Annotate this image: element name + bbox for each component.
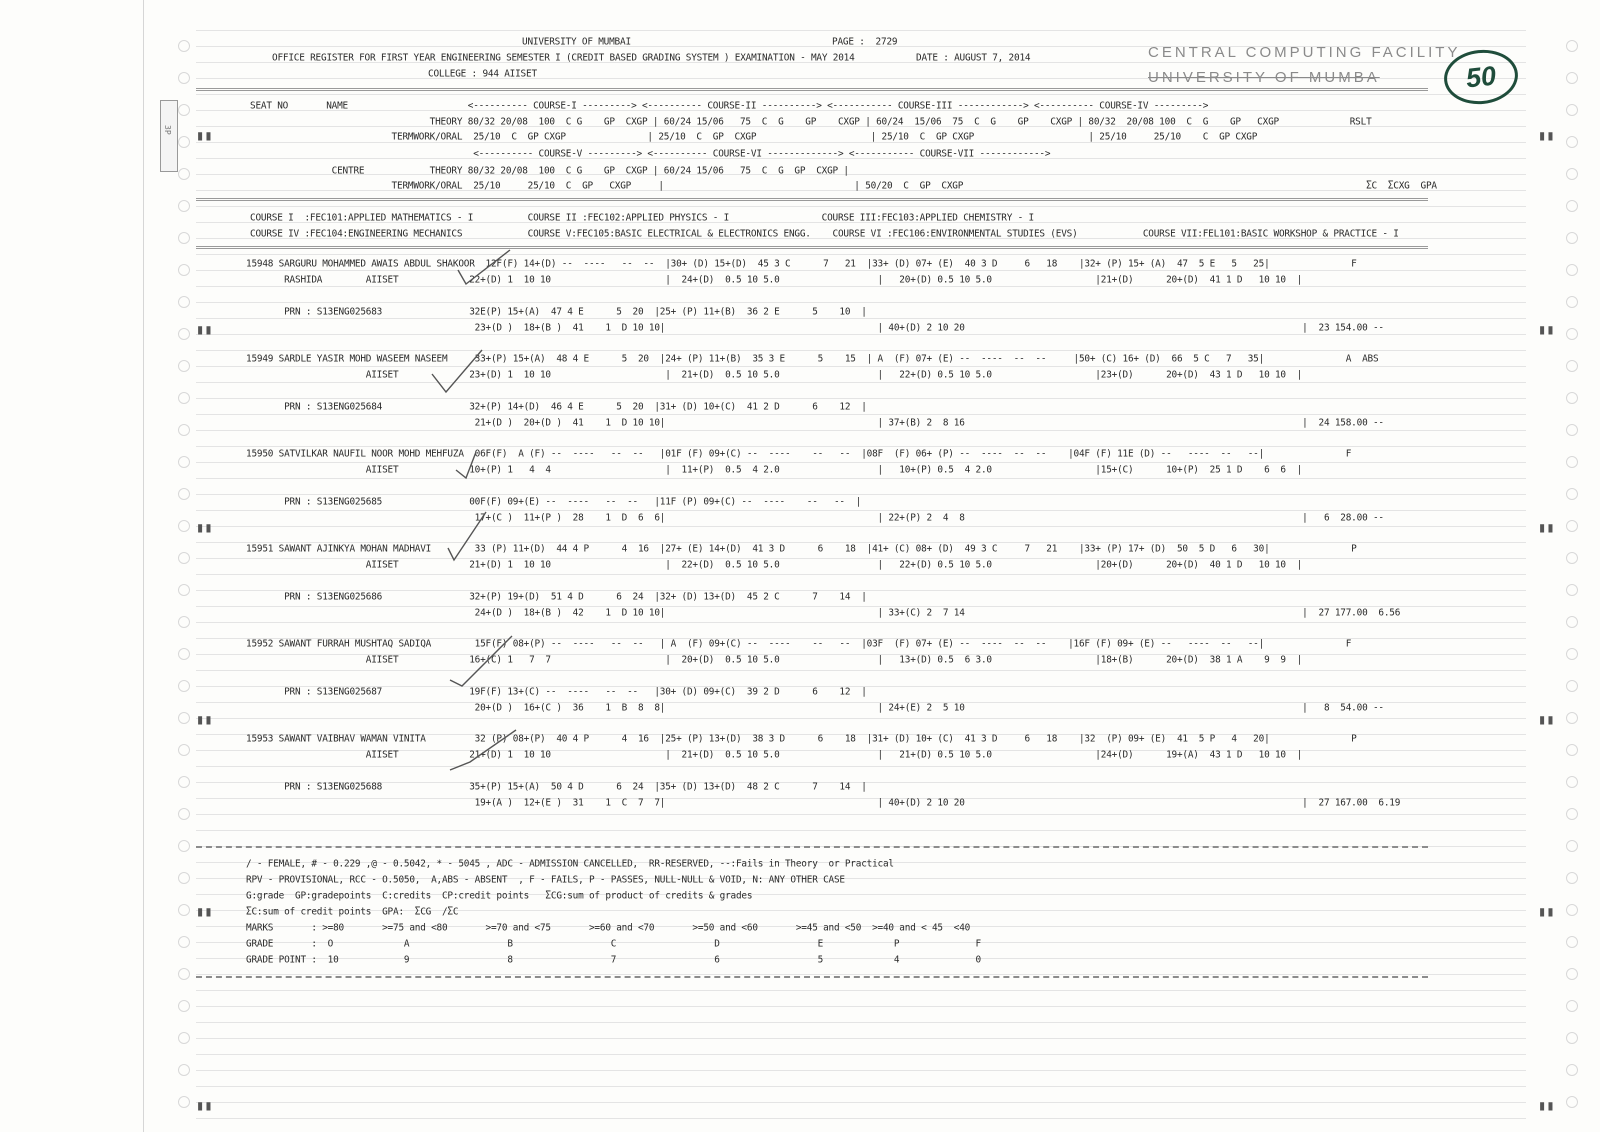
column-header-line: SEAT NO NAME <---------- COURSE-I ---------> <---------- COURSE-II ----------> <----------- COURSE-III ------------> <---------- COURSE-IV ---------> [250,100,1209,112]
student-record-line: RASHIDA AIISET 22+(D) 1 10 10 | 24+(D) 0.5 10 5.0 | 20+(D) 0.5 10 5.0 |21+(D) 20+(D) 41 1 D 10 10 | [246,274,1303,286]
page-label: PAGE : 2729 [832,36,898,48]
tractor-hole [178,776,190,788]
left-feed-mark: ▮▮ [196,904,213,920]
form-feed-line [196,574,1526,575]
student-prn-line: PRN : S13ENG025685 00F(F) 09+(E) -- ---- -- -- |11F (P) 09+(C) -- ---- -- -- | [246,496,862,508]
tractor-hole [178,744,190,756]
column-header-line: TERMWORK/ORAL 25/10 C GP CXGP | 25/10 C GP CXGP | 25/10 C GP CXGP | 25/10 25/10 C GP CXGP [250,131,1258,143]
student-prn-line: PRN : S13ENG025686 32+(P) 19+(D) 51 4 D 6 24 |32+ (D) 13+(D) 45 2 C 7 14 | [246,591,867,603]
header-rule [196,88,1428,91]
form-feed-line [196,366,1526,367]
student-record-line: AIISET 21+(D) 1 10 10 | 22+(D) 0.5 10 5.0 | 22+(D) 0.5 10 5.0 |20+(D) 20+(D) 40 1 D 10 10 | [246,559,1303,571]
tractor-hole [1566,552,1578,564]
right-feed-mark: ▮▮ [1538,322,1555,338]
tractor-hole [178,680,190,692]
footer-note-line: ΣC:sum of credit points GPA: ΣCG /ΣC [246,906,459,918]
tractor-hole [1566,808,1578,820]
tractor-hole [1566,648,1578,660]
tractor-hole [1566,328,1578,340]
tractor-hole [1566,232,1578,244]
form-feed-line [196,270,1526,271]
tractor-hole [178,488,190,500]
form-feed-line [196,254,1526,255]
tractor-hole [1566,968,1578,980]
left-feed-mark: ▮▮ [196,128,213,144]
tractor-hole [1566,40,1578,52]
tractor-hole [178,1032,190,1044]
tractor-hole [178,168,190,180]
student-record-header: 15952 SAWANT FURRAH MUSHTAQ SADIQA 15F(F) 08+(P) -- ---- -- -- | A (F) 09+(C) -- ---- -- -- |03F (F) 07+ (E) -- ---- -- -- |16F (F) 09+ (E) -- ---- -- --| F [246,638,1352,650]
tractor-hole [178,296,190,308]
tractor-hole [1566,744,1578,756]
tractor-hole [1566,72,1578,84]
tractor-hole [1566,296,1578,308]
form-feed-line [196,414,1526,415]
tractor-hole [1566,904,1578,916]
tractor-hole [178,1064,190,1076]
date-label: DATE : AUGUST 7, 2014 [916,52,1031,64]
right-feed-mark: ▮▮ [1538,904,1555,920]
left-feed-mark: ▮▮ [196,322,213,338]
footer-rule [196,846,1428,848]
student-record-header: 15948 SARGURU MOHAMMED AWAIS ABDUL SHAKOOR 12F(F) 14+(D) -- ---- -- -- |30+ (D) 15+(D) 45 3 C 7 21 |33+ (D) 07+ (E) 40 3 D 6 18 |32+ (P) 15+ (A) 47 5 E 5 25| F [246,258,1357,270]
student-record-line: AIISET 16+(C) 1 7 7 | 20+(D) 0.5 10 5.0 | 13+(D) 0.5 6 3.0 |18+(B) 20+(D) 38 1 A 9 9 | [246,654,1303,666]
form-feed-line [196,1086,1526,1087]
form-feed-line [196,1038,1526,1039]
form-feed-line [196,350,1526,351]
student-prn-line: PRN : S13ENG025687 19F(F) 13+(C) -- ---- -- -- |30+ (D) 09+(C) 39 2 D 6 12 | [246,686,867,698]
tractor-hole [1566,104,1578,116]
form-feed-line [196,318,1526,319]
right-feed-mark: ▮▮ [1538,520,1555,536]
right-feed-mark: ▮▮ [1538,128,1555,144]
course-legend-line-1: COURSE I :FEC101:APPLIED MATHEMATICS - I COURSE II :FEC102:APPLIED PHYSICS - I COURSE III:FEC103:APPLIED CHEMISTRY - I [250,212,1034,224]
form-feed-line [196,622,1526,623]
column-header-line: TERMWORK/ORAL 25/10 25/10 C GP CXGP | | 50/20 C GP CXGP ΣC ΣCXG GPA [250,180,1437,192]
tractor-hole [178,360,190,372]
tractor-hole [178,520,190,532]
student-prn-line: PRN : S13ENG025688 35+(P) 15+(A) 50 4 D 6 24 |35+ (D) 13+(D) 48 2 C 7 14 | [246,781,867,793]
tractor-hole [1566,584,1578,596]
column-header-line: CENTRE THEORY 80/32 20/08 100 C G GP CXGP | 60/24 15/06 75 C G GP CXGP | [250,165,849,177]
student-record-line: 23+(D ) 18+(B ) 41 1 D 10 10| | 40+(D) 2 10 20 | 23 154.00 -- [246,322,1384,334]
tractor-hole [178,456,190,468]
tractor-hole [1566,1032,1578,1044]
tractor-hole [178,616,190,628]
column-header-rule [196,198,1428,201]
tractor-hole [1566,1064,1578,1076]
form-feed-line [196,30,1526,31]
student-record-line: AIISET 10+(P) 1 4 4 | 11+(P) 0.5 4 2.0 | 10+(P) 0.5 4 2.0 |15+(C) 10+(P) 25 1 D 6 6 | [246,464,1303,476]
tractor-hole [1566,200,1578,212]
form-feed-line [196,398,1526,399]
form-feed-line [196,286,1526,287]
grading-marks-row: MARKS : >=80 >=75 and <80 >=70 and <75 >=60 and <70 >=50 and <60 >=45 and <50 >=40 and < 45 <40 [246,922,971,934]
form-feed-line [196,446,1526,447]
binder-margin-line [143,0,144,1132]
tractor-hole [1566,264,1578,276]
left-feed-mark: ▮▮ [196,712,213,728]
tractor-hole [1566,168,1578,180]
form-feed-line [196,1102,1526,1103]
tractor-hole [1566,616,1578,628]
left-feed-mark: ▮▮ [196,520,213,536]
footer-note-line: / - FEMALE, # - 0.229 ,@ - 0.5042, * - 5045 , ADC - ADMISSION CANCELLED, RR-RESERVED, --:Fails in Theory or Practical [246,858,894,870]
tractor-hole [178,968,190,980]
tractor-hole [1566,872,1578,884]
tractor-hole [1566,456,1578,468]
footer-note-line: RPV - PROVISIONAL, RCC - O.5050, A,ABS - ABSENT , F - FAILS, P - PASSES, NULL-NULL & VOID, N: ANY OTHER CASE [246,874,845,886]
tractor-hole [178,1000,190,1012]
legend-rule [196,246,1428,249]
student-record-line: 21+(D ) 20+(D ) 41 1 D 10 10| | 37+(B) 2 8 16 | 24 158.00 -- [246,417,1384,429]
tractor-hole [1566,936,1578,948]
form-feed-line [196,302,1526,303]
tractor-hole [1566,360,1578,372]
university-title: UNIVERSITY OF MUMBAI [522,36,631,48]
tractor-hole [1566,488,1578,500]
footer-note-line: G:grade GP:gradepoints C:credits CP:credit points ΣCG:sum of product of credits & grades [246,890,753,902]
column-header-line: THEORY 80/32 20/08 100 C G GP CXGP | 60/24 15/06 75 C G GP CXGP | 60/24 15/06 75 C G GP CXGP | 80/32 20/08 100 C G GP CXGP RSLT [250,116,1372,128]
tractor-hole [1566,840,1578,852]
tractor-hole [178,328,190,340]
tractor-hole [178,584,190,596]
student-record-line: AIISET 21+(D) 1 10 10 | 21+(D) 0.5 10 5.0 | 21+(D) 0.5 10 5.0 |24+(D) 19+(A) 43 1 D 10 10 | [246,749,1303,761]
grading-grade-row: GRADE : O A B C D E P F [246,938,981,950]
student-prn-line: PRN : S13ENG025683 32E(P) 15+(A) 47 4 E 5 20 |25+ (P) 11+(B) 36 2 E 5 10 | [246,306,867,318]
form-feed-line [196,334,1526,335]
form-feed-line [196,990,1526,991]
tractor-hole [1566,776,1578,788]
form-feed-line [196,430,1526,431]
tractor-hole [178,936,190,948]
tractor-hole [178,72,190,84]
tractor-hole [178,136,190,148]
right-feed-mark: ▮▮ [1538,1098,1555,1114]
form-feed-line [196,494,1526,495]
form-feed-line [196,1118,1526,1119]
form-feed-line [196,206,1526,207]
stamp-line-2: UNIVERSITY OF MUMBA [1148,69,1380,86]
page-side-tab [160,100,178,172]
right-feed-mark: ▮▮ [1538,712,1555,728]
column-header-line: <---------- COURSE-V ---------> <---------- COURSE-VI -------------> <----------- COURSE-VII ------------> [250,148,1051,160]
student-record-header: 15951 SAWANT AJINKYA MOHAN MADHAVI 33 (P) 11+(D) 44 4 P 4 16 |27+ (E) 14+(D) 41 3 D 6 18 |41+ (C) 08+ (D) 49 3 C 7 21 |33+ (P) 17+ (D) 50 5 D 6 30| P [246,543,1357,555]
student-record-line: 24+(D ) 18+(B ) 42 1 D 10 10| | 33+(C) 2 7 14 | 27 177.00 6.56 [246,607,1401,619]
tractor-hole [1566,136,1578,148]
form-feed-line [196,830,1526,831]
form-feed-line [196,526,1526,527]
tractor-hole [178,552,190,564]
tractor-hole [1566,392,1578,404]
student-record-line: 19+(A ) 12+(E ) 31 1 C 7 7| | 40+(D) 2 10 20 | 27 167.00 6.19 [246,797,1401,809]
tractor-hole [178,872,190,884]
tractor-hole [178,40,190,52]
tractor-hole [1566,1000,1578,1012]
tractor-hole [178,104,190,116]
tractor-hole [178,648,190,660]
computing-facility-stamp [1148,44,1461,86]
form-feed-line [196,462,1526,463]
student-record-line: 17+(C ) 11+(P ) 28 1 D 6 6| | 22+(P) 2 4 8 | 6 28.00 -- [246,512,1384,524]
tractor-hole [178,840,190,852]
tractor-hole [1566,520,1578,532]
form-feed-line [196,766,1526,767]
form-feed-line [196,718,1526,719]
form-feed-line [196,1022,1526,1023]
student-record-header: 15953 SAWANT VAIBHAV WAMAN VINITA 32 (P) 08+(P) 40 4 P 4 16 |25+ (P) 13+(D) 38 3 D 6 18 |31+ (D) 10+ (C) 41 3 D 6 18 |32 (P) 09+ (E) 41 5 P 4 20| P [246,733,1357,745]
left-feed-mark: ▮▮ [196,1098,213,1114]
tractor-hole [178,264,190,276]
tractor-hole [178,808,190,820]
form-feed-line [196,814,1526,815]
form-feed-line [196,94,1526,95]
grading-point-row: GRADE POINT : 10 9 8 7 6 5 4 0 [246,954,981,966]
tractor-hole [178,200,190,212]
tractor-hole [178,232,190,244]
student-record-line: 20+(D ) 16+(C ) 36 1 B 8 8| | 24+(E) 2 5 10 | 8 54.00 -- [246,702,1384,714]
tractor-hole [178,392,190,404]
form-feed-line [196,670,1526,671]
form-feed-line [196,478,1526,479]
form-feed-line [196,1006,1526,1007]
circled-page-number: 50 [1441,46,1520,107]
register-title: OFFICE REGISTER FOR FIRST YEAR ENGINEERING SEMESTER I (CREDIT BASED GRADING SYSTEM ) EXAMINATION - MAY 2014 [272,52,855,64]
course-legend-line-2: COURSE IV :FEC104:ENGINEERING MECHANICS COURSE V:FEC105:BASIC ELECTRICAL & ELECTRONICS ENGG. COURSE VI :FEC106:ENVIRONMENTAL STUDIES (EVS) COURSE VII:FEL101:BASIC WORKSHOP & PRACTICE - I [250,228,1399,240]
student-record-header: 15949 SARDLE YASIR MOHD WASEEM NASEEM 33+(P) 15+(A) 48 4 E 5 20 |24+ (P) 11+(B) 35 3 E 5 15 | A (F) 07+ (E) -- ---- -- -- |50+ (C) 16+ (D) 66 5 C 7 35| A ABS [246,353,1379,365]
tractor-hole [1566,1096,1578,1108]
form-feed-line [196,510,1526,511]
form-feed-line [196,382,1526,383]
student-prn-line: PRN : S13ENG025684 32+(P) 14+(D) 46 4 E 5 20 |31+ (D) 10+(C) 41 2 D 6 12 | [246,401,867,413]
page-side-tab-label: 3P [163,125,172,135]
tractor-hole [178,424,190,436]
tractor-hole [178,904,190,916]
student-record-line: AIISET 23+(D) 1 10 10 | 21+(D) 0.5 10 5.0 | 22+(D) 0.5 10 5.0 |23+(D) 20+(D) 43 1 D 10 10 | [246,369,1303,381]
tractor-hole [1566,680,1578,692]
bottom-rule [196,976,1428,978]
tractor-hole [178,712,190,724]
form-feed-line [196,1070,1526,1071]
student-record-header: 15950 SATVILKAR NAUFIL NOOR MOHD MEHFUZA 06F(F) A (F) -- ---- -- -- |01F (F) 09+(C) -- ---- -- -- |08F (F) 06+ (P) -- ---- -- -- |04F (F) 11E (D) -- ---- -- --| F [246,448,1352,460]
tractor-hole [1566,424,1578,436]
form-feed-line [196,1054,1526,1055]
form-feed-line [196,974,1526,975]
tractor-hole [1566,712,1578,724]
tractor-hole [178,1096,190,1108]
stamp-line-1: CENTRAL COMPUTING FACILITY [1148,44,1461,61]
college-label: COLLEGE : 944 AIISET [428,68,537,80]
